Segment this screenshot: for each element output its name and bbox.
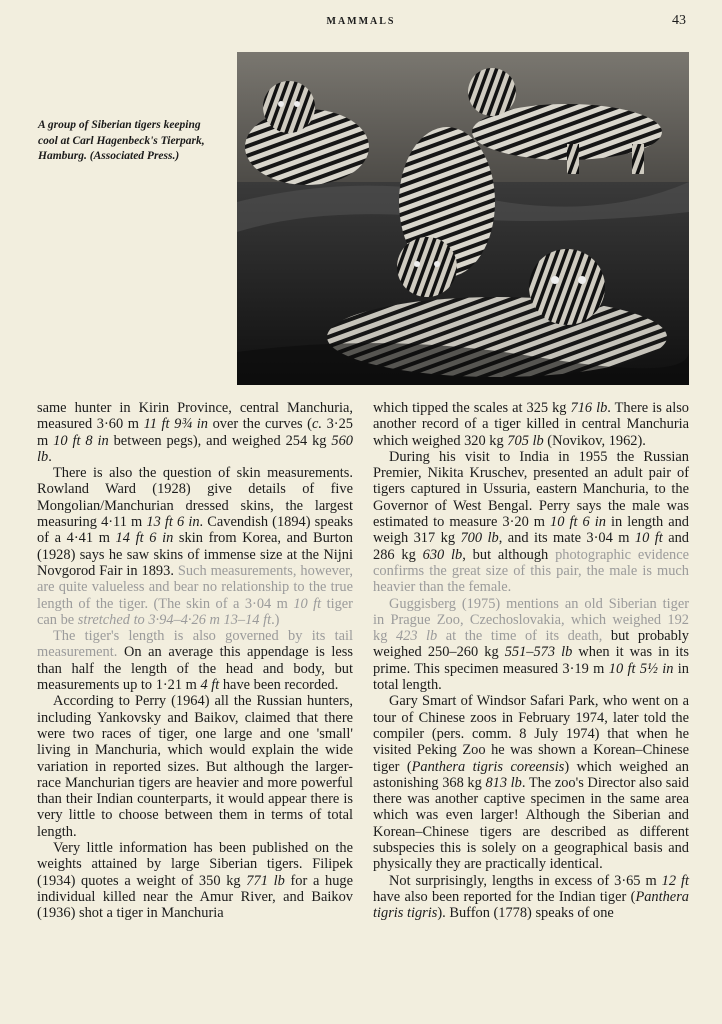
left-paragraph-1: same hunter in Kirin Province, central Manchuria, measured 3·60 m 11 ft 9¾ in over the curves (c. 3·25 m 10 ft 8 in between pegs), and weighed 254 kg 560 lb. <box>37 400 353 465</box>
figure-caption: A group of Siberian tigers keeping cool at Carl Hagenbeck's Tierpark, Hamburg. (Associated Press.) <box>38 119 205 162</box>
left-paragraph-3: The tiger's length is also governed by its tail measurement. On an average this appendage is less than half the length of the head and body, but measurements up to 1·21 m 4 ft have been recorded. <box>37 628 353 694</box>
left-column <box>37 400 353 922</box>
tiger-photo <box>237 52 689 385</box>
left-paragraph-2: There is also the question of skin measurements. Rowland Ward (1928) give details of five Mongolian/Manchurian dressed skins, the largest measuring 4·11 m 13 ft 6 in. Cavendish (1894) speaks of a 4·41 m 14 ft 6 in skin from Korea, and Burton (1928) says he saw skins of immense size at the Nijni Novgorod Fair in 1893. Such measurements, however, are quite valueless and bear no relationship to the true length of the tiger. (The skin of a 3·04 m 10 ft tiger can be stretched to 3·94–4·26 m 13–14 ft.) <box>37 465 354 628</box>
right-paragraph-2: During his visit to India in 1955 the Russian Premier, Nikita Kruschev, presented an adult pair of tigers captured in Ussuria, eastern Manchuria, to the Governor of West Bengal. Perry says the male was estimated to measure 3·20 m 10 ft 6 in in length and weigh 317 kg 700 lb, and its mate 3·04 m 10 ft and 286 kg 630 lb, but although photographic evidence confirms the great size of this pair, the male is much heavier than the female. <box>373 448 689 596</box>
right-column <box>373 400 689 922</box>
right-paragraph-3: Guggisberg (1975) mentions an old Siberian tiger in Prague Zoo, Czechoslovakia, which weighed 192 kg 423 lb at the time of its death, but probably weighed 250–260 kg 551–573 lb when it was in its prime. This specimen measured 3·19 m 10 ft 5½ in in total length. <box>373 595 689 694</box>
left-paragraph-5: Very little information has been published on the weights attained by large Siberian tigers. Filipek (1934) quotes a weight of 350 kg 771 lb for a huge individual killed near the Amur River, and Baikov (1936) shot a tiger in Manchuria <box>37 840 353 922</box>
right-paragraph-5: Not surprisingly, lengths in excess of 3·65 m 12 ft have also been reported for the Indian tiger (Panthera tigris tigris). Buffon (1778) speaks of one <box>373 872 689 922</box>
tiger-photo-illustration <box>237 52 689 385</box>
right-paragraph-4: Gary Smart of Windsor Safari Park, who went on a tour of Chinese zoos in February 1974, later told the compiler (pers. comm. 8 July 1974) that when he visited Peking Zoo he was shown a Korean–Chinese tiger (Panthera tigris coreensis) which weighed an astonishing 368 kg 813 lb. The zoo's Director also said there was another captive specimen in the same area which was even larger! Although the Siberian and Korean–Chinese tigers are described as different subspecies this is solely on a geographical basis and physically they are practically identical. <box>373 693 689 873</box>
running-header: MAMMALS <box>326 16 396 27</box>
page-number: 43 <box>672 13 686 28</box>
left-paragraph-4: According to Perry (1964) all the Russian hunters, including Yankovsky and Baikov, claimed that there were two races of tiger, one large and one 'small' living in Manchuria, which would explain the wide variation in reported sizes. But although the larger-race Manchurian tigers are heavier and more powerful than their Indian counterparts, it would appear there is very little to choose between them in terms of total length. <box>37 693 353 840</box>
right-paragraph-1: which tipped the scales at 325 kg 716 lb. There is also another record of a tiger killed in central Manchuria which weighed 320 kg 705 lb (Novikov, 1962). <box>373 400 689 449</box>
